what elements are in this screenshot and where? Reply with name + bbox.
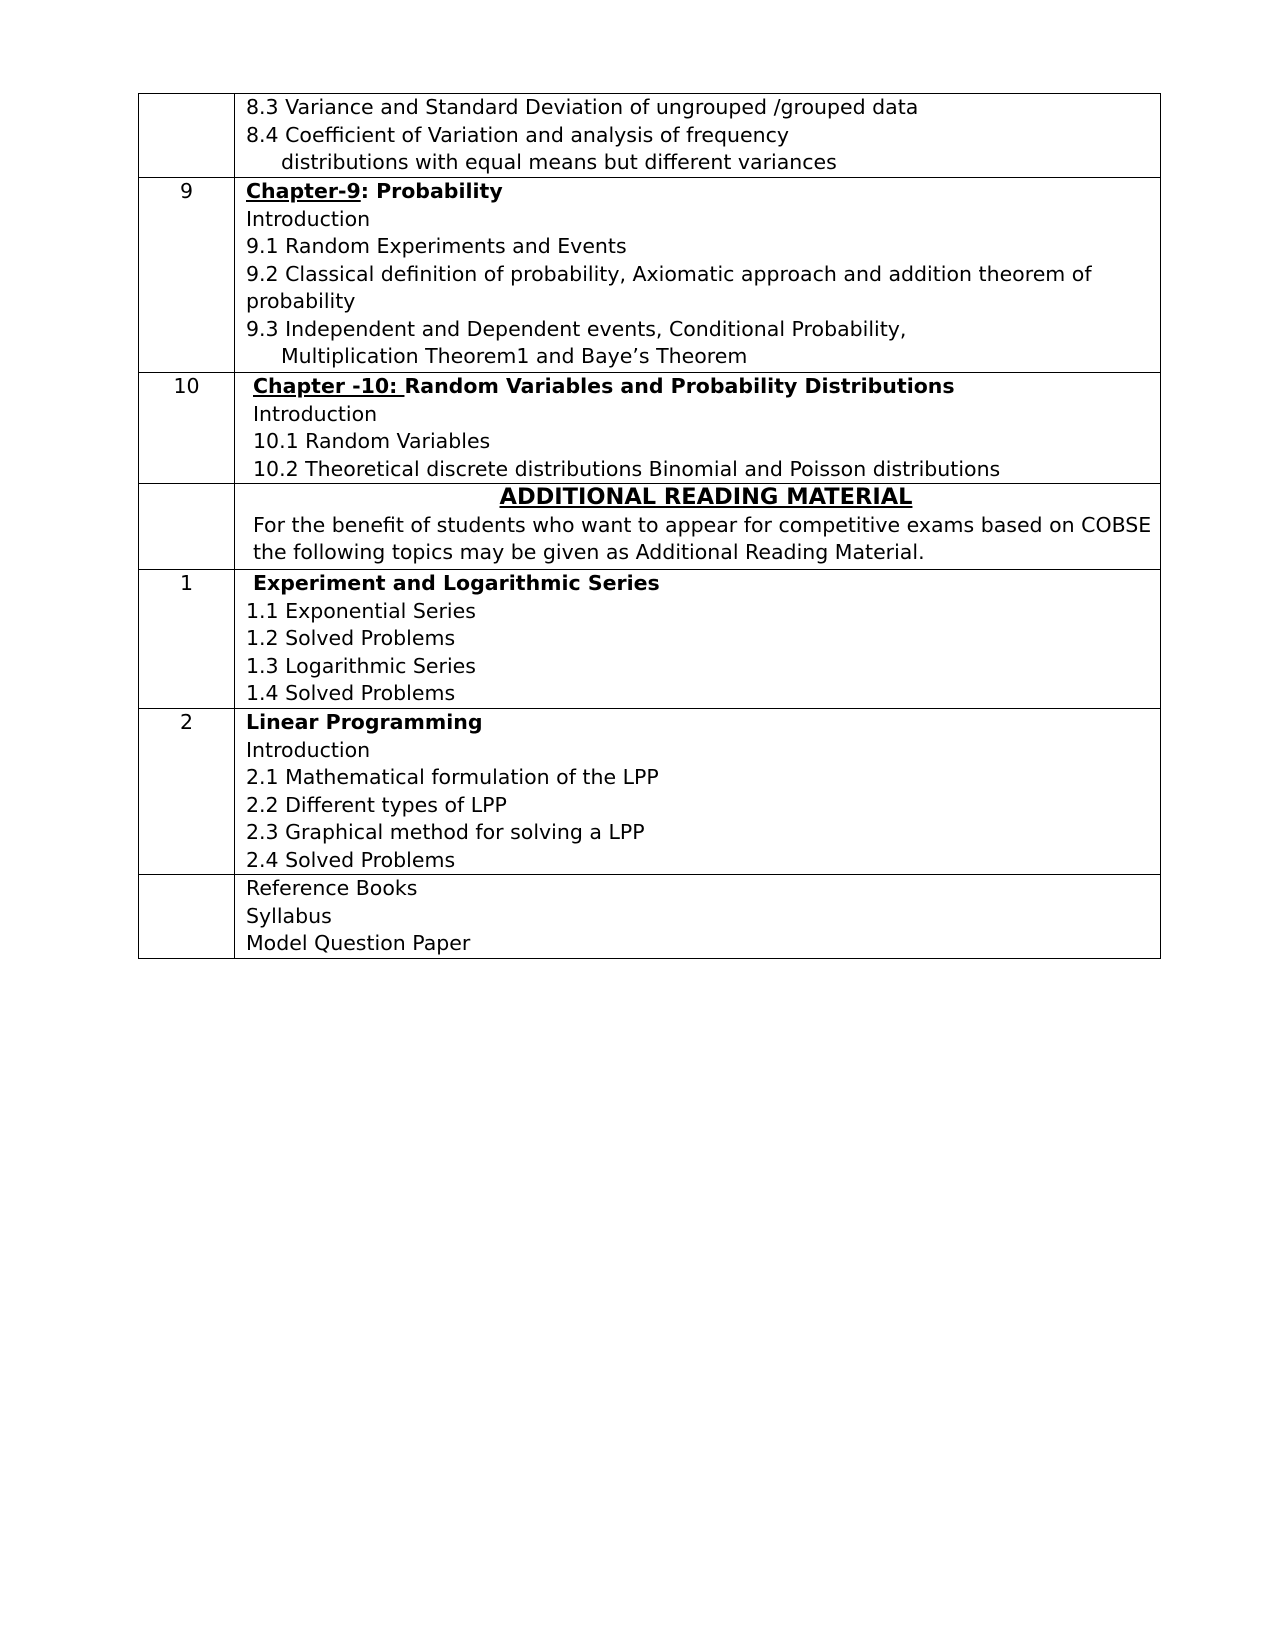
topic-line: 2.2 Different types of LPP: [246, 792, 507, 817]
topic-line: 2.3 Graphical method for solving a LPP: [246, 820, 645, 844]
topic-line: 9.2 Classical definition of probability, Axiomatic approach and addition theorem of probability: [246, 261, 1092, 313]
topic-line: Introduction: [246, 206, 371, 231]
topic-line: 8.3 Variance and Standard Deviation of ungrouped /grouped data: [246, 95, 919, 119]
topic-line: 1.3 Logarithmic Series: [246, 653, 476, 678]
syllabus-table: [138, 93, 1161, 959]
topic-line: Syllabus: [246, 903, 332, 928]
row-content: [235, 178, 1161, 373]
topic-title: Linear Programming: [246, 710, 483, 734]
topic-line: 1.4 Solved Problems: [246, 681, 456, 705]
topic-line: 9.3 Independent and Dependent events, Conditional Probability,: [246, 316, 907, 341]
topic-line: Introduction: [253, 401, 378, 426]
row-content: [235, 570, 1161, 709]
table-row: [139, 484, 1161, 570]
chapter-title: [246, 178, 1156, 206]
topic-line: 9.1 Random Experiments and Events: [246, 234, 627, 258]
table-row: [139, 94, 1161, 178]
chapter-title-rest: : Probability: [360, 179, 503, 203]
table-row: [139, 178, 1161, 373]
chapter-link[interactable]: Chapter -10:: [253, 374, 405, 398]
topic-line: Reference Books: [246, 876, 418, 900]
section-heading: ADDITIONAL READING MATERIAL: [499, 484, 913, 510]
topic-line: 8.4 Coefficient of Variation and analysis of frequency: [246, 122, 789, 147]
table-row: [139, 875, 1161, 959]
table-row: [139, 570, 1161, 709]
row-content: [235, 484, 1161, 570]
row-number: [139, 94, 235, 178]
row-number: 10: [139, 373, 235, 484]
row-number: 1: [139, 570, 235, 709]
chapter-title: [246, 373, 1156, 401]
topic-title: Experiment and Logarithmic Series: [253, 571, 660, 595]
row-number: [139, 875, 235, 959]
topic-line: Introduction: [246, 737, 371, 762]
row-number: 9: [139, 178, 235, 373]
topic-line: 10.1 Random Variables: [253, 429, 491, 453]
topic-line: Multiplication Theorem1 and Baye’s Theorem: [281, 344, 748, 368]
row-number: [139, 484, 235, 570]
table-row: [139, 373, 1161, 484]
row-content: [235, 94, 1161, 178]
topic-line: 1.1 Exponential Series: [246, 598, 476, 623]
row-content: [235, 373, 1161, 484]
row-number: 2: [139, 709, 235, 875]
topic-line: 2.4 Solved Problems: [246, 847, 456, 872]
topic-line: 2.1 Mathematical formulation of the LPP: [246, 765, 659, 789]
chapter-title-rest: Random Variables and Probability Distributions: [404, 374, 955, 398]
table-row: [139, 709, 1161, 875]
row-content: [235, 875, 1161, 959]
topic-line: distributions with equal means but different variances: [281, 150, 837, 174]
topic-line: Model Question Paper: [246, 931, 471, 955]
row-content: [235, 709, 1161, 875]
topic-line: 1.2 Solved Problems: [246, 626, 456, 650]
topic-line: 10.2 Theoretical discrete distributions Binomial and Poisson distributions: [253, 456, 1001, 481]
chapter-link[interactable]: Chapter-9: [246, 179, 361, 203]
paragraph-line: For the benefit of students who want to appear for competitive exams based on COBSE: [253, 512, 1152, 537]
paragraph-line: the following topics may be given as Additional Reading Material.: [253, 540, 925, 564]
